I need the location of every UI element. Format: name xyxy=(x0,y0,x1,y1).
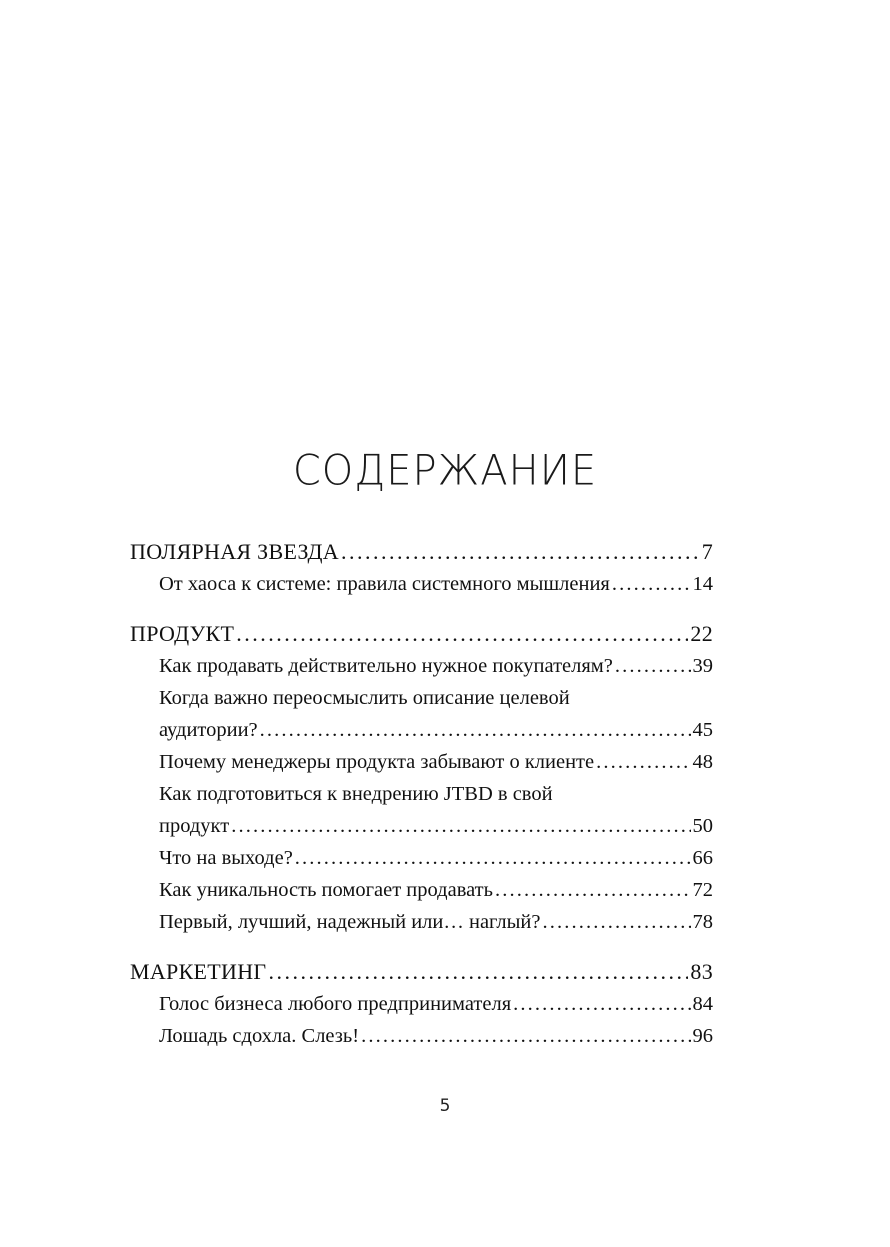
toc-item[interactable] xyxy=(130,650,713,682)
toc-item[interactable] xyxy=(130,1020,713,1052)
dot-leader xyxy=(231,810,690,842)
toc-page-number: 14 xyxy=(692,573,713,595)
toc-item-label: Голос бизнеса любого предпринимателя xyxy=(159,993,512,1015)
toc-page-number: 84 xyxy=(692,993,713,1015)
toc-item xyxy=(130,810,713,842)
dot-leader xyxy=(513,988,690,1020)
toc-item[interactable] xyxy=(130,568,713,600)
toc-item[interactable] xyxy=(130,746,713,778)
page-title: СОДЕРЖАНИЕ xyxy=(292,446,598,496)
table-of-contents xyxy=(130,536,713,1052)
section-spacer xyxy=(130,600,713,618)
toc-page-number: 66 xyxy=(692,847,713,869)
toc-item-label: Почему менеджеры продукта забывают о клиенте xyxy=(159,751,595,773)
toc-item-label: От хаоса к системе: правила системного мышления xyxy=(159,573,610,595)
toc-section-product[interactable] xyxy=(130,618,713,650)
toc-item[interactable] xyxy=(130,874,713,906)
page-number: 5 xyxy=(439,1096,451,1116)
toc-section-marketing[interactable] xyxy=(130,956,713,988)
dot-leader xyxy=(495,874,691,906)
toc-item-label: Как продавать действительно нужное покупателям? xyxy=(159,655,613,677)
toc-section-label: ПОЛЯРНАЯ ЗВЕЗДА xyxy=(130,539,339,564)
dot-leader xyxy=(612,568,691,600)
toc-page-number: 39 xyxy=(692,655,713,677)
toc-item-label: продукт xyxy=(159,815,230,837)
toc-item-multiline[interactable] xyxy=(130,778,713,842)
toc-page-number: 48 xyxy=(692,751,713,773)
toc-item[interactable] xyxy=(130,906,713,938)
toc-item-multiline[interactable] xyxy=(130,682,713,746)
toc-item-label: Первый, лучший, надежный или… наглый? xyxy=(159,911,541,933)
dot-leader xyxy=(268,956,688,988)
toc-page-number: 96 xyxy=(692,1025,713,1047)
dot-leader xyxy=(236,618,688,650)
toc-item[interactable] xyxy=(130,842,713,874)
toc-item xyxy=(130,714,713,746)
toc-item-label-line1: Когда важно переосмыслить описание целевой xyxy=(159,687,570,709)
dot-leader xyxy=(260,714,691,746)
dot-leader xyxy=(361,1020,690,1052)
toc-page-number: 72 xyxy=(692,879,713,901)
dot-leader xyxy=(341,536,700,568)
dot-leader xyxy=(615,650,691,682)
section-spacer xyxy=(130,938,713,956)
toc-item[interactable] xyxy=(130,988,713,1020)
toc-section-polar-star[interactable] xyxy=(130,536,713,568)
toc-item-label: Что на выходе? xyxy=(159,847,293,869)
toc-page-number: 22 xyxy=(690,621,713,646)
toc-page-number: 83 xyxy=(690,959,713,984)
toc-item-label: аудитории? xyxy=(159,719,258,741)
toc-page-number: 7 xyxy=(701,539,713,564)
toc-section-label: ПРОДУКТ xyxy=(130,621,235,646)
toc-item-label-line1: Как подготовиться к внедрению JTBD в свой xyxy=(159,783,553,805)
toc-item-label: Лошадь сдохла. Слезь! xyxy=(159,1025,360,1047)
toc-page-number: 50 xyxy=(692,815,713,837)
toc-page-number: 45 xyxy=(692,719,713,741)
dot-leader xyxy=(295,842,691,874)
toc-page-number: 78 xyxy=(692,911,713,933)
toc-section-label: МАРКЕТИНГ xyxy=(130,959,267,984)
dot-leader xyxy=(543,906,691,938)
toc-item-label: Как уникальность помогает продавать xyxy=(159,879,493,901)
dot-leader xyxy=(596,746,690,778)
